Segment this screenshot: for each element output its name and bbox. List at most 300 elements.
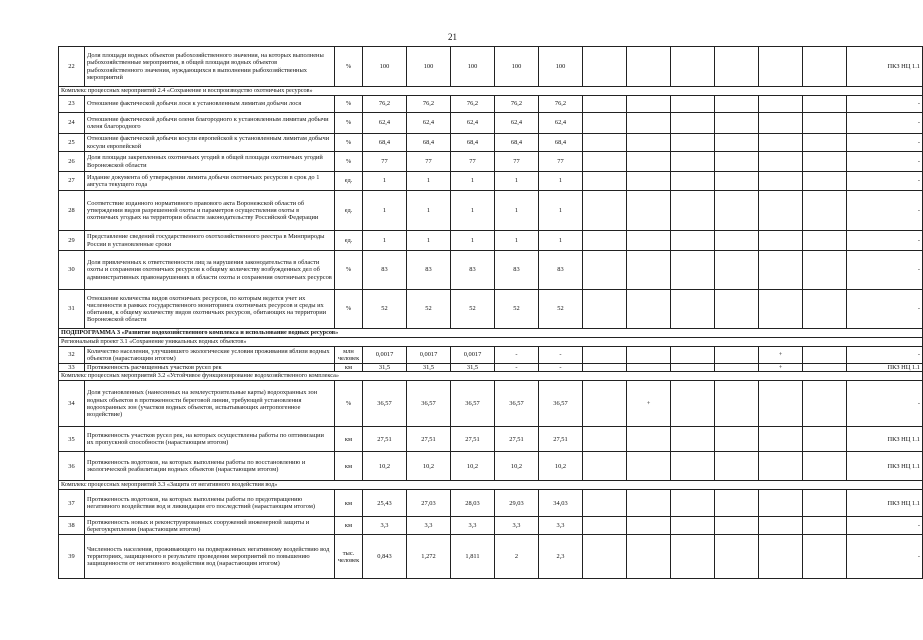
value-cell: 1 [363,172,407,191]
table-row [59,231,923,251]
indicator-name: Протяженность водотоков, на которых выполнены работы по восстановлению и экологической реабилитации водных объектов (нарастающим итогом) [85,452,335,481]
mark-cell [627,47,671,87]
indicator-name: Доля установленных (нанесенных на землеустроительные карты) водоохранных зон водных объектов в протяженности береговой линии, требующей установления водоохранных зон (участков водных объектов, испытывающих антропогенное воздействие) [85,381,335,427]
row-number: 26 [59,152,85,172]
value-cell: - [539,347,583,364]
value-cell: 68,4 [363,134,407,152]
mark-cell [671,535,715,579]
source-cell: - [847,231,923,251]
value-cell: 27,51 [363,427,407,452]
indicator-name: Соответствие изданного нормативного правового акта Воронежской области об утверждении видов разрешенной охоты и параметров осуществления охоты в охотничьих угодьях на территории области законодательству Российской Федерации [85,191,335,231]
value-cell: 1 [495,231,539,251]
mark-cell [803,152,847,172]
mark-cell [583,113,627,134]
unit-cell: % [335,381,363,427]
row-number: 28 [59,191,85,231]
mark-cell [671,427,715,452]
section-header-row [59,87,923,96]
row-number: 23 [59,96,85,113]
value-cell: 100 [407,47,451,87]
mark-cell [583,290,627,329]
mark-cell [803,251,847,290]
mark-cell [583,96,627,113]
mark-cell [627,113,671,134]
mark-cell [759,134,803,152]
mark-cell [627,535,671,579]
mark-cell [715,47,759,87]
value-cell: 25,43 [363,490,407,517]
mark-cell [759,251,803,290]
value-cell: 68,4 [539,134,583,152]
table-row [59,535,923,579]
mark-cell [671,47,715,87]
value-cell: 1 [407,231,451,251]
value-cell: 76,2 [407,96,451,113]
mark-cell [627,172,671,191]
value-cell: 10,2 [495,452,539,481]
value-cell: 10,2 [539,452,583,481]
mark-cell [627,452,671,481]
unit-cell: км [335,517,363,535]
mark-cell [803,427,847,452]
mark-cell [583,251,627,290]
section-title: Комплекс процессных мероприятий 2.4 «Сохранение и воспроизводство охотничьих ресурсов» [59,87,923,96]
indicator-name: Доля площади закрепленных охотничьих угодий в общей площади охотничьих угодий Воронежской области [85,152,335,172]
value-cell: 36,57 [539,381,583,427]
mark-cell [627,490,671,517]
mark-cell [583,364,627,372]
mark-cell [759,290,803,329]
row-number: 37 [59,490,85,517]
unit-cell: % [335,47,363,87]
source-cell: - [847,251,923,290]
value-cell: 31,5 [407,364,451,372]
row-number: 30 [59,251,85,290]
mark-cell [583,231,627,251]
mark-cell [759,231,803,251]
value-cell: 77 [363,152,407,172]
unit-cell: % [335,251,363,290]
value-cell: 52 [539,290,583,329]
value-cell: 1 [451,172,495,191]
mark-cell [671,290,715,329]
mark-cell [803,347,847,364]
mark-cell [671,231,715,251]
source-cell: - [847,134,923,152]
mark-cell: + [759,347,803,364]
mark-cell [583,347,627,364]
table-row [59,290,923,329]
value-cell: 1 [451,191,495,231]
value-cell: 3,3 [495,517,539,535]
mark-cell [715,113,759,134]
value-cell: 1,272 [407,535,451,579]
source-cell: - [847,381,923,427]
indicator-name: Доля привлеченных к ответственности лиц за нарушения законодательства в области охоты и сохранения охотничьих ресурсов к общему количеству возбужденных дел об административных правонарушениях в области охоты и сохранения охотничьих ресурсов [85,251,335,290]
section-title: Региональный проект 3.1 «Сохранение уникальных водных объектов» [59,338,923,347]
mark-cell [715,251,759,290]
table-row [59,191,923,231]
indicator-name: Протяженность расчищенных участков русел рек [85,364,335,372]
source-cell: ПКЗ НЦ 1.1 [847,364,923,372]
value-cell: 29,03 [495,490,539,517]
mark-cell [715,490,759,517]
value-cell: 100 [363,47,407,87]
section-header-row [59,329,923,338]
mark-cell [803,381,847,427]
table-row [59,96,923,113]
mark-cell [583,152,627,172]
mark-cell [671,452,715,481]
row-number: 35 [59,427,85,452]
indicators-table [58,46,923,579]
mark-cell [715,191,759,231]
mark-cell [803,364,847,372]
value-cell: - [495,364,539,372]
mark-cell [803,231,847,251]
unit-cell: км [335,490,363,517]
mark-cell [803,490,847,517]
mark-cell [715,152,759,172]
indicator-name: Доля площади водных объектов рыбохозяйственного значения, на которых выполнены рыбохозяйственные мероприятия, в общей площади водных объектов рыбохозяйственного значения, нуждающихся в выполнении рыбохозяйственных мероприятий [85,47,335,87]
value-cell: 68,4 [407,134,451,152]
value-cell: 36,57 [407,381,451,427]
mark-cell [583,452,627,481]
row-number: 31 [59,290,85,329]
mark-cell [715,231,759,251]
value-cell: 83 [451,251,495,290]
mark-cell [759,152,803,172]
value-cell: 100 [495,47,539,87]
table-row [59,452,923,481]
mark-cell [715,517,759,535]
value-cell: 34,03 [539,490,583,517]
row-number: 39 [59,535,85,579]
mark-cell [759,172,803,191]
mark-cell [759,427,803,452]
value-cell: 100 [451,47,495,87]
mark-cell [715,347,759,364]
row-number: 24 [59,113,85,134]
mark-cell [627,134,671,152]
unit-cell: ед. [335,191,363,231]
indicator-name: Представление сведений государственного охотхозяйственного реестра в Минприроды России в установленные сроки [85,231,335,251]
value-cell: 36,57 [363,381,407,427]
source-cell: ПКЗ НЦ 1.1 [847,490,923,517]
row-number: 29 [59,231,85,251]
value-cell: 31,5 [363,364,407,372]
mark-cell [803,113,847,134]
value-cell: 3,3 [539,517,583,535]
mark-cell [583,134,627,152]
value-cell: 1 [363,231,407,251]
page-number: 21 [448,32,457,42]
mark-cell [715,364,759,372]
mark-cell [759,517,803,535]
value-cell: 3,3 [407,517,451,535]
table-body [59,47,923,579]
value-cell: 1 [407,191,451,231]
value-cell: 10,2 [363,452,407,481]
section-title: ПОДПРОГРАММА 3 «Развитие водохозяйственного комплекса и использование водных ресурсов» [59,329,923,338]
mark-cell [627,347,671,364]
mark-cell [759,191,803,231]
mark-cell [759,381,803,427]
section-header-row [59,481,923,490]
table-row [59,251,923,290]
table-row [59,381,923,427]
mark-cell [671,364,715,372]
indicator-name: Отношение фактической добычи косули европейской к установленным лимитам добычи косули европейской [85,134,335,152]
value-cell: 0,843 [363,535,407,579]
mark-cell: + [627,381,671,427]
row-number: 32 [59,347,85,364]
unit-cell: км [335,427,363,452]
source-cell: - [847,347,923,364]
unit-cell: % [335,113,363,134]
source-cell: - [847,152,923,172]
value-cell: 62,4 [451,113,495,134]
mark-cell [759,452,803,481]
indicator-name: Отношение фактической добычи лося к установленным лимитам добычи лося [85,96,335,113]
value-cell: 62,4 [407,113,451,134]
mark-cell [627,427,671,452]
value-cell: 77 [407,152,451,172]
mark-cell [715,290,759,329]
value-cell: 0,0017 [451,347,495,364]
mark-cell [671,490,715,517]
mark-cell [759,490,803,517]
value-cell: 28,03 [451,490,495,517]
mark-cell [627,96,671,113]
indicator-name: Отношение количества видов охотничьих ресурсов, по которым ведется учет их численности в рамках государственного мониторинга охотничьих ресурсов и среды их обитания, к общему количеству видов охотничьих ресурсов, обитающих на территории Воронежской области [85,290,335,329]
unit-cell: % [335,96,363,113]
table-row [59,113,923,134]
indicator-name: Протяженность водотоков, на которых выполнены работы по предотвращению негативного воздействия вод и ликвидации его последствий (нарастающим итогом) [85,490,335,517]
row-number: 33 [59,364,85,372]
value-cell: 1 [407,172,451,191]
indicator-name: Отношение фактической добычи оленя благородного к установленным лимитам добычи оленя благородного [85,113,335,134]
value-cell: 31,5 [451,364,495,372]
value-cell: 83 [363,251,407,290]
mark-cell [671,134,715,152]
mark-cell [671,113,715,134]
mark-cell [803,191,847,231]
value-cell: 1 [363,191,407,231]
mark-cell [803,452,847,481]
mark-cell [671,381,715,427]
value-cell: 62,4 [495,113,539,134]
value-cell: 10,2 [407,452,451,481]
value-cell: 52 [495,290,539,329]
value-cell: 52 [451,290,495,329]
value-cell: - [495,347,539,364]
mark-cell [715,535,759,579]
table-row [59,364,923,372]
unit-cell: тыс. человек [335,535,363,579]
mark-cell [803,172,847,191]
unit-cell: км [335,452,363,481]
mark-cell [671,347,715,364]
value-cell: 52 [363,290,407,329]
mark-cell [627,251,671,290]
unit-cell: км [335,364,363,372]
value-cell: 0,0017 [363,347,407,364]
mark-cell [759,535,803,579]
section-header-row [59,338,923,347]
source-cell: - [847,191,923,231]
value-cell: 1 [495,172,539,191]
section-title: Комплекс процессных мероприятий 3.2 «Устойчивое функционирование водохозяйственного комплекса» [59,372,923,381]
mark-cell [715,452,759,481]
unit-cell: ед. [335,172,363,191]
unit-cell: % [335,290,363,329]
source-cell: - [847,172,923,191]
mark-cell [583,490,627,517]
indicator-name: Количество населения, улучшившего экологические условия проживания вблизи водных объектов (нарастающим итогом) [85,347,335,364]
mark-cell [671,191,715,231]
value-cell: 76,2 [363,96,407,113]
mark-cell [803,517,847,535]
table-row [59,517,923,535]
value-cell: 68,4 [495,134,539,152]
mark-cell [715,172,759,191]
value-cell: 77 [495,152,539,172]
source-cell: ПКЗ НЦ 1.1 [847,452,923,481]
source-cell: ПКЗ НЦ 1.1 [847,47,923,87]
unit-cell: % [335,134,363,152]
mark-cell [715,381,759,427]
mark-cell [671,517,715,535]
mark-cell: + [759,364,803,372]
mark-cell [627,152,671,172]
indicator-name: Протяженность участков русел рек, на которых осуществлены работы по оптимизации их пропускной способности (нарастающим итогом) [85,427,335,452]
value-cell: 83 [539,251,583,290]
mark-cell [715,427,759,452]
table-row [59,490,923,517]
value-cell: 27,03 [407,490,451,517]
source-cell: - [847,535,923,579]
row-number: 22 [59,47,85,87]
mark-cell [583,517,627,535]
value-cell: 83 [495,251,539,290]
value-cell: 1 [451,231,495,251]
mark-cell [627,191,671,231]
value-cell: 36,57 [451,381,495,427]
value-cell: 0,0017 [407,347,451,364]
value-cell: 77 [539,152,583,172]
row-number: 36 [59,452,85,481]
value-cell: 27,51 [495,427,539,452]
value-cell: 100 [539,47,583,87]
value-cell: 76,2 [539,96,583,113]
mark-cell [583,381,627,427]
source-cell: ПКЗ НЦ 1.1 [847,427,923,452]
mark-cell [671,172,715,191]
mark-cell [627,290,671,329]
value-cell: 1 [495,191,539,231]
source-cell: - [847,96,923,113]
table-row [59,347,923,364]
value-cell: 77 [451,152,495,172]
value-cell: 1,811 [451,535,495,579]
source-cell: - [847,113,923,134]
mark-cell [803,47,847,87]
value-cell: 62,4 [539,113,583,134]
value-cell: 2,3 [539,535,583,579]
value-cell: 83 [407,251,451,290]
value-cell: 3,3 [451,517,495,535]
mark-cell [583,535,627,579]
value-cell: 1 [539,191,583,231]
source-cell: - [847,290,923,329]
mark-cell [627,231,671,251]
indicator-name: Протяженность новых и реконструированных сооружений инженерной защиты и берегоукрепления (нарастающим итогом) [85,517,335,535]
mark-cell [627,517,671,535]
mark-cell [803,290,847,329]
value-cell: 76,2 [451,96,495,113]
row-number: 27 [59,172,85,191]
row-number: 38 [59,517,85,535]
value-cell: 36,57 [495,381,539,427]
mark-cell [671,251,715,290]
mark-cell [803,134,847,152]
value-cell: 76,2 [495,96,539,113]
row-number: 25 [59,134,85,152]
mark-cell [803,96,847,113]
value-cell: 1 [539,231,583,251]
table-row [59,427,923,452]
value-cell: 3,3 [363,517,407,535]
unit-cell: млн человек [335,347,363,364]
table-row [59,134,923,152]
section-title: Комплекс процессных мероприятий 3.3 «Защита от негативного воздействия вод» [59,481,923,490]
mark-cell [715,96,759,113]
mark-cell [759,47,803,87]
mark-cell [583,172,627,191]
table-row [59,172,923,191]
mark-cell [583,427,627,452]
mark-cell [671,96,715,113]
mark-cell [759,113,803,134]
mark-cell [583,191,627,231]
mark-cell [759,96,803,113]
table-row [59,47,923,87]
mark-cell [583,47,627,87]
value-cell: 2 [495,535,539,579]
value-cell: 52 [407,290,451,329]
row-number: 34 [59,381,85,427]
value-cell: 10,2 [451,452,495,481]
mark-cell [715,134,759,152]
indicator-name: Издание документа об утверждении лимита добычи охотничьих ресурсов в срок до 1 августа текущего года [85,172,335,191]
value-cell: 27,51 [539,427,583,452]
value-cell: - [539,364,583,372]
value-cell: 62,4 [363,113,407,134]
unit-cell: ед. [335,231,363,251]
value-cell: 27,51 [407,427,451,452]
value-cell: 1 [539,172,583,191]
table-row [59,152,923,172]
mark-cell [627,364,671,372]
value-cell: 68,4 [451,134,495,152]
source-cell: - [847,517,923,535]
indicator-name: Численность населения, проживающего на подверженных негативному воздействию вод территориях, защищенного в результате проведения мероприятий по повышению защищенности от негативного воздействия вод (нарастающим итогом) [85,535,335,579]
section-header-row [59,372,923,381]
value-cell: 27,51 [451,427,495,452]
mark-cell [671,152,715,172]
mark-cell [803,535,847,579]
